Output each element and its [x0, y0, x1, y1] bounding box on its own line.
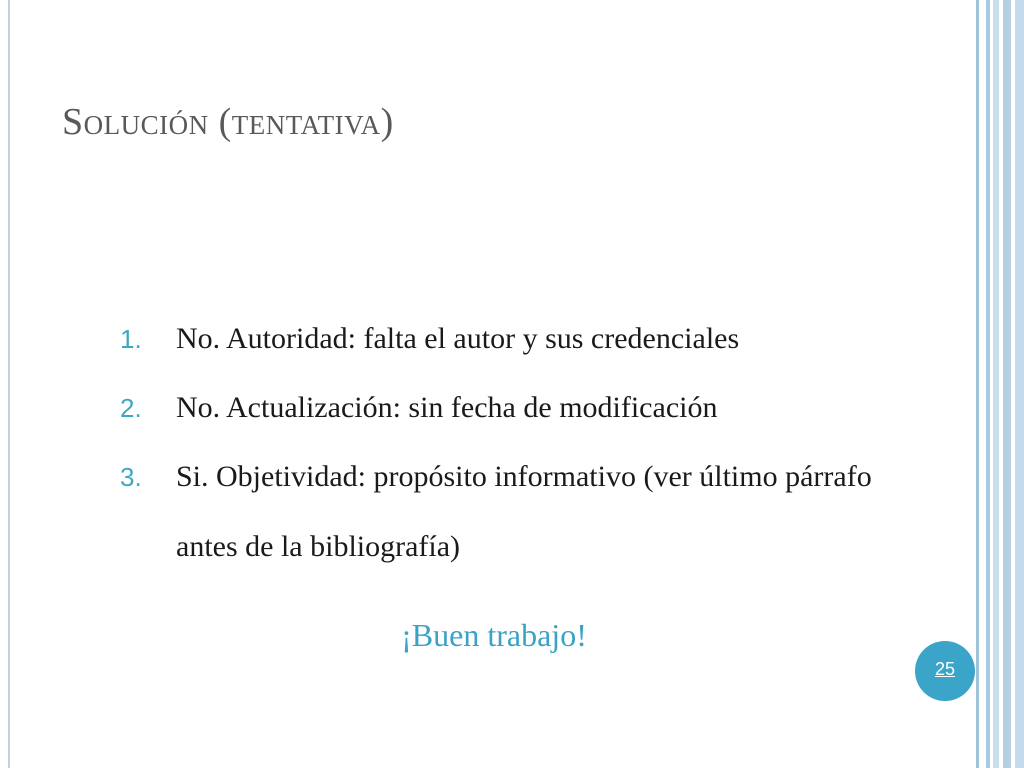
list-item [120, 387, 940, 429]
list-item [120, 318, 940, 360]
list-number: 2. [120, 393, 142, 423]
stripe [1015, 0, 1024, 768]
page-number-badge [915, 641, 975, 701]
list-item-text: No. Autoridad: falta el autor y sus credenciales [176, 322, 740, 355]
list-item-text: Si. Objetividad: propósito informativo (ver último párrafo antes de la bibliografía) [176, 460, 872, 563]
page-number: 25 [934, 659, 956, 679]
closing-message: ¡Buen trabajo! [401, 617, 587, 653]
list-number: 1. [120, 324, 142, 354]
list-number: 3. [120, 462, 142, 492]
list-item [120, 456, 940, 582]
list-item-text: No. Actualización: sin fecha de modificación [176, 391, 718, 424]
numbered-list [120, 318, 940, 582]
stripe [1003, 0, 1011, 768]
slide-title: Solución (tentativa) [62, 101, 394, 143]
